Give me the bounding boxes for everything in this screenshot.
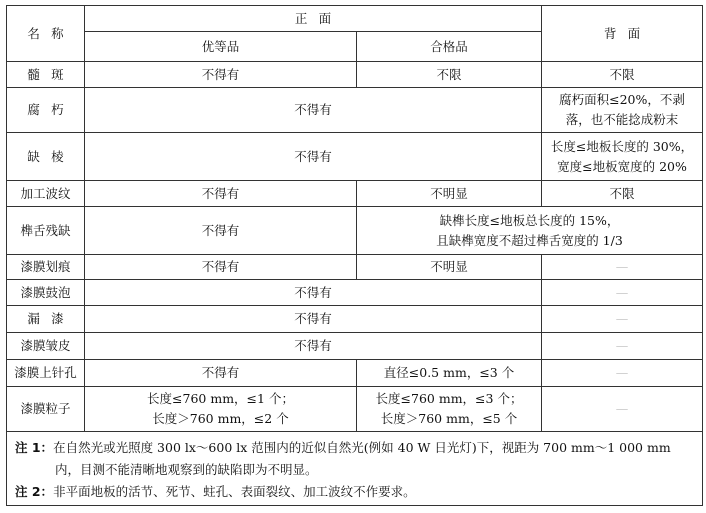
note-2-label: 注 2： xyxy=(15,484,54,499)
cell-back-line: 腐朽面积≤20%，不剥 xyxy=(559,92,685,107)
table-row xyxy=(7,133,703,181)
row-name: 漆膜划痕 xyxy=(7,255,85,280)
cell-qualified-back xyxy=(357,207,703,255)
cell-line: 长度＞760 mm，≤2 个 xyxy=(152,411,289,426)
row-name: 漆膜鼓泡 xyxy=(7,280,85,306)
row-name: 缺棱 xyxy=(7,133,85,181)
cell-line: 长度≤760 mm，≤3 个； xyxy=(375,391,523,406)
cell-back: — xyxy=(542,255,703,280)
cell-premium: 不得有 xyxy=(85,360,357,387)
cell-line: 缺榫长度≤地板总长度的 15%， xyxy=(439,212,620,228)
header-qualified: 合格品 xyxy=(357,32,542,62)
cell-front: 不得有 xyxy=(85,280,542,306)
cell-back: — xyxy=(542,360,703,387)
notes-row xyxy=(7,432,703,506)
cell-back: — xyxy=(542,280,703,306)
cell-premium xyxy=(85,387,357,432)
table-row xyxy=(7,306,703,333)
cell-front: 不得有 xyxy=(85,333,542,360)
cell-back: 不限 xyxy=(542,62,703,88)
cell-back: — xyxy=(542,333,703,360)
cell-qualified: 不明显 xyxy=(357,181,542,207)
header-name: 名称 xyxy=(7,6,85,62)
table-row xyxy=(7,360,703,387)
cell-premium: 不得有 xyxy=(85,255,357,280)
row-name: 漆膜皱皮 xyxy=(7,333,85,360)
table-row xyxy=(7,255,703,280)
cell-back xyxy=(542,133,703,181)
note-2 xyxy=(15,481,694,503)
table-row xyxy=(7,88,703,133)
note-1 xyxy=(15,437,694,459)
note-2-text: 非平面地板的活节、死节、蛀孔、表面裂纹、加工波纹不作要求。 xyxy=(53,484,416,499)
table-row xyxy=(7,333,703,360)
table-row xyxy=(7,62,703,88)
cell-premium: 不得有 xyxy=(85,62,357,88)
cell-qualified: 不明显 xyxy=(357,255,542,280)
note-1-label: 注 1： xyxy=(15,440,54,455)
row-name: 榫舌残缺 xyxy=(7,207,85,255)
cell-qualified xyxy=(357,387,542,432)
cell-qualified: 直径≤0.5 mm，≤3 个 xyxy=(357,360,542,387)
notes-cell xyxy=(7,432,703,506)
defect-requirements-table xyxy=(6,5,703,506)
row-name: 髓斑 xyxy=(7,62,85,88)
cell-premium: 不得有 xyxy=(85,207,357,255)
cell-qualified: 不限 xyxy=(357,62,542,88)
cell-back-line: 长度≤地板长度的 30%， xyxy=(550,138,694,154)
table-row xyxy=(7,280,703,306)
table-row xyxy=(7,207,703,255)
cell-back xyxy=(542,88,703,133)
row-name: 腐朽 xyxy=(7,88,85,133)
header-back: 背面 xyxy=(542,6,703,62)
note-1-continuation: 内，目测不能清晰地观察到的缺陷即为不明显。 xyxy=(55,462,318,477)
cell-back: — xyxy=(542,306,703,333)
cell-line: 长度≤760 mm，≤1 个； xyxy=(147,391,294,406)
table-row xyxy=(7,181,703,207)
cell-line: 长度＞760 mm，≤5 个 xyxy=(380,411,518,426)
row-name: 加工波纹 xyxy=(7,181,85,207)
cell-front: 不得有 xyxy=(85,306,542,333)
cell-premium: 不得有 xyxy=(85,181,357,207)
cell-back-line: 宽度≤地板宽度的 20% xyxy=(557,158,687,174)
row-name: 漆膜粒子 xyxy=(7,387,85,432)
cell-back: 不限 xyxy=(542,181,703,207)
note-1-text: 在自然光或光照度 300 lx～600 lx 范围内的近似自然光(例如 40 W 日光灯)下，视距为 700 mm～1 000 mm xyxy=(53,440,671,455)
header-premium: 优等品 xyxy=(85,32,357,62)
cell-front: 不得有 xyxy=(85,133,542,181)
table-row xyxy=(7,387,703,432)
cell-back-line: 落，也不能捻成粉末 xyxy=(565,112,679,127)
cell-front: 不得有 xyxy=(85,88,542,133)
row-name: 漆膜上针孔 xyxy=(7,360,85,387)
cell-line: 且缺榫宽度不超过榫舌宽度的 1/3 xyxy=(436,232,623,248)
row-name: 漏漆 xyxy=(7,306,85,333)
header-front: 正面 xyxy=(85,6,542,32)
cell-back: — xyxy=(542,387,703,432)
